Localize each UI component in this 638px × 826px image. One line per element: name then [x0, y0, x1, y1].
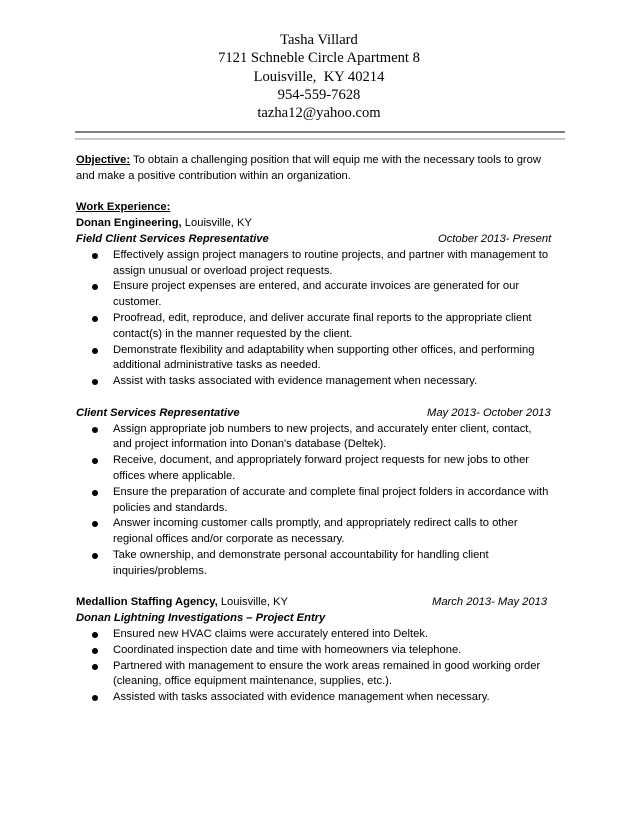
- objective-section: [76, 153, 558, 185]
- bullet-icon: [92, 316, 98, 322]
- bullet-icon: [92, 379, 98, 385]
- employer-location: Louisville, KY: [220, 596, 288, 609]
- position-date: May 2013- October 2013: [427, 406, 551, 419]
- position-title: Donan Lightning Investigations – Project Entry: [76, 612, 326, 625]
- bullet-icon: [92, 427, 98, 433]
- list-item: Assign appropriate job numbers to new projects, and accurately enter client, contact, and project information into Donan's database (Deltek).: [76, 422, 553, 454]
- bullet-icon: [92, 648, 98, 654]
- list-item: Effectively assign project managers to routine projects, and partner with management to assign unusual or overload project requests.: [76, 248, 553, 280]
- duties-list: [76, 627, 558, 706]
- employer-date: March 2013- May 2013: [432, 596, 548, 609]
- list-item: Partnered with management to ensure the work areas remained in good working order (cleaning, office equipment maintenance, supplies, etc.).: [76, 659, 553, 691]
- employer-row: [76, 216, 558, 232]
- email-address: tazha12@yahoo.com: [257, 105, 381, 122]
- resume-body: [76, 153, 558, 706]
- position-date: October 2013- Present: [438, 232, 552, 245]
- list-item: Proofread, edit, reproduce, and deliver accurate final reports to the appropriate client contact(s) in the manner requested by the client.: [76, 311, 553, 343]
- bullet-icon: [92, 521, 98, 527]
- bullet-icon: [92, 553, 98, 559]
- employer-name: Medallion Staffing Agency,: [76, 596, 218, 609]
- bullet-icon: [92, 695, 98, 701]
- bullet-icon: [92, 490, 98, 496]
- bullet-icon: [92, 458, 98, 464]
- bullet-icon: [92, 348, 98, 354]
- list-item: Demonstrate flexibility and adaptability when supporting other offices, and performing additional administrative tasks as needed.: [76, 343, 553, 375]
- position-row: [76, 611, 558, 627]
- list-item: Assist with tasks associated with evidence management when necessary.: [76, 374, 553, 390]
- applicant-name: Tasha Villard: [280, 32, 358, 48]
- list-item: Take ownership, and demonstrate personal accountability for handling client inquiries/problems.: [76, 548, 553, 580]
- bullet-icon: [92, 632, 98, 638]
- objective-text: To obtain a challenging position that will equip me with the necessary tools to grow and make a positive contribution within an organization.: [76, 154, 541, 182]
- employer-location: Louisville, KY: [184, 217, 252, 230]
- list-item: Ensured new HVAC claims were accurately entered into Deltek.: [76, 627, 553, 643]
- address-line-1: 7121 Schneble Circle Apartment 8: [218, 50, 420, 67]
- list-item: Ensure the preparation of accurate and complete final project folders in accordance with policies and standards.: [76, 485, 553, 517]
- resume-header: [0, 31, 638, 122]
- list-item: Receive, document, and appropriately forward project requests for new jobs to other offices where applicable.: [76, 453, 553, 485]
- position-title: Field Client Services Representative: [76, 232, 269, 245]
- position-row: [76, 232, 558, 248]
- list-item: Assisted with tasks associated with evidence management when necessary.: [76, 690, 553, 706]
- duties-list: [76, 422, 558, 580]
- position-title: Client Services Representative: [76, 406, 240, 419]
- objective-label: Objective:: [76, 154, 131, 166]
- bullet-icon: [92, 284, 98, 290]
- list-item: Coordinated inspection date and time with homeowners via telephone.: [76, 643, 553, 659]
- header-divider: [75, 131, 565, 133]
- address-line-2: Louisville, KY 40214: [253, 68, 385, 85]
- duties-list: [76, 248, 558, 390]
- list-item: Ensure project expenses are entered, and accurate invoices are generated for our customer.: [76, 279, 553, 311]
- bullet-icon: [92, 253, 98, 259]
- phone-number: 954-559-7628: [277, 86, 361, 103]
- employer-name: Donan Engineering,: [76, 217, 182, 230]
- bullet-icon: [92, 664, 98, 670]
- header-divider-secondary: [75, 138, 565, 140]
- list-item: Answer incoming customer calls promptly, and appropriately redirect calls to other regional offices and/or corporate as necessary.: [76, 516, 553, 548]
- position-row: [76, 406, 558, 422]
- work-experience-heading: Work Experience:: [76, 201, 171, 214]
- employer-row: [76, 595, 558, 611]
